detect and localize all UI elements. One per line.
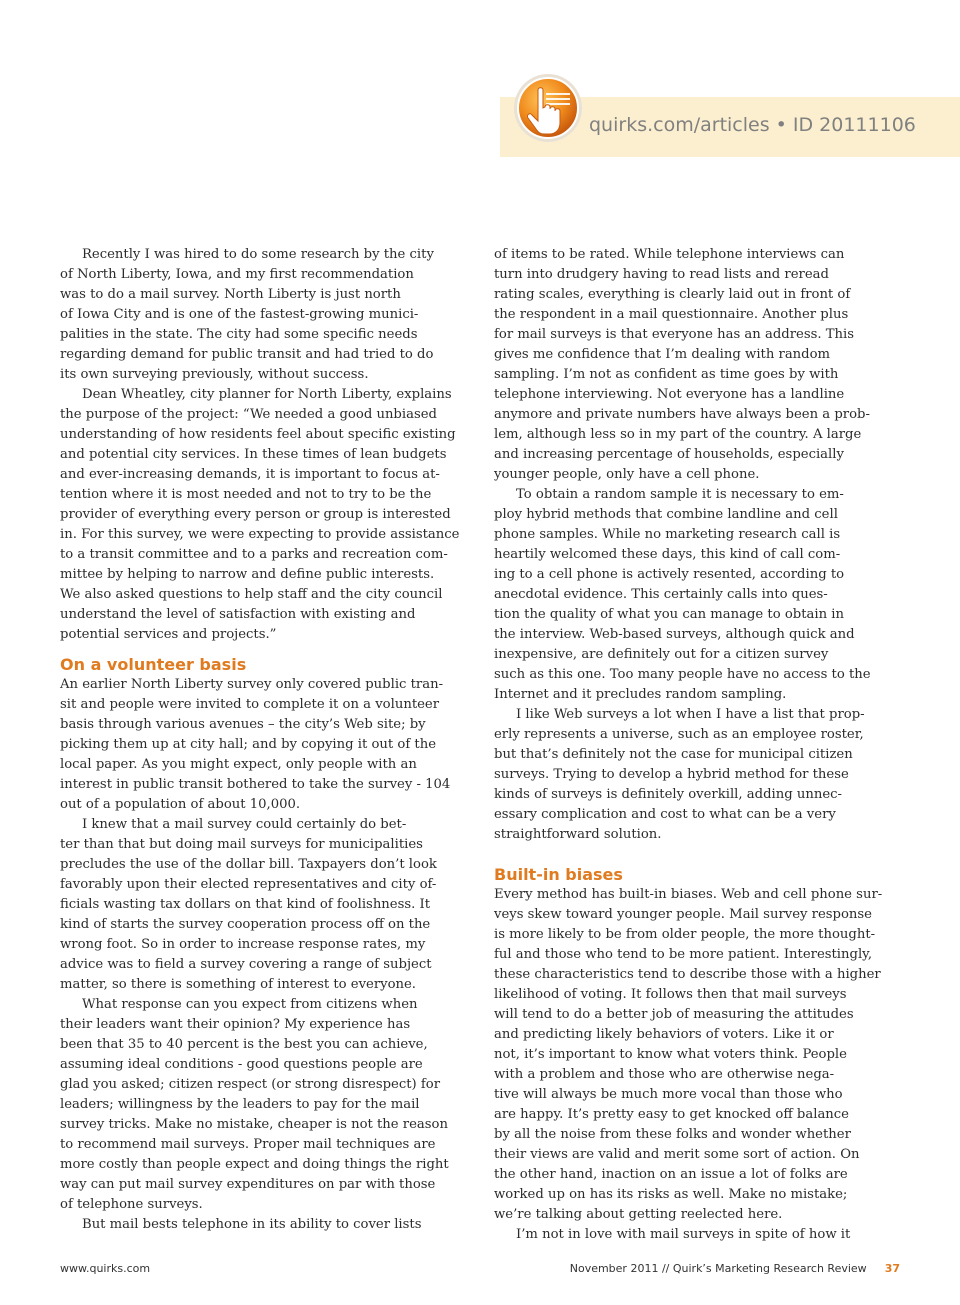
section-heading-volunteer: On a volunteer basis (60, 655, 247, 674)
paragraph: What response can you expect from citizens when their leaders want their opinion? My experience has been that 35 to 40 percent is the best you can achieve, assuming ideal conditions - good questions people are glad you asked; citizen respect (or strong disrespect) for leaders; willingness by the leaders to pay for the mail survey tricks. Make no mistake, cheaper is not the reason to recommend mail surveys. Proper mail techniques are more costly than people expect and doing things the right way can put mail survey expenditures on par with those of telephone surveys. (60, 997, 449, 1212)
paragraph: I’m not in love with mail surveys in spite of how it (516, 1227, 851, 1242)
left-column (60, 245, 470, 1235)
paragraph: To obtain a random sample it is necessary to em- ploy hybrid methods that combine landline and cell phone samples. While no marketing research call is heartily welcomed these days, this kind of call com- ing to a cell phone is actively resented, according to anecdotal evidence. This certainly calls into ques- tion the quality of what you can manage to obtain in the interview. Web-based surveys, although quick and inexpensive, are definitely out for a citizen survey such as this one. Too many people have no access to the Internet and it precludes random sampling. (494, 487, 871, 702)
right-column (494, 245, 904, 1245)
page-number: 37 (884, 1262, 900, 1275)
paragraph: But mail bests telephone in its ability to cover lists (82, 1217, 422, 1232)
article-id-link[interactable]: quirks.com/articles • ID 20111106 (589, 114, 916, 136)
paragraph: I like Web surveys a lot when I have a list that prop- erly represents a universe, such as an employee roster, but that’s definitely not the case for municipal citizen surveys. Trying to develop a hybrid method for these kinds of surveys is definitely overkill, adding unnec- essary complication and cost to what can be a very straightforward solution. (494, 707, 865, 842)
footer-website[interactable]: www.quirks.com (60, 1262, 151, 1275)
paragraph: I knew that a mail survey could certainly do bet- ter than that but doing mail surveys for municipalities precludes the use of the dollar bill. Taxpayers don’t look favorably upon their elected representatives and city of- ficials wasting tax dollars on that kind of foolishness. It kind of starts the survey cooperation process off on the wrong foot. So in order to increase response rates, my advice was to field a survey covering a range of subject matter, so there is something of interest to everyone. (60, 817, 437, 992)
section-heading-biases: Built-in biases (494, 865, 623, 884)
paragraph: Dean Wheatley, city planner for North Liberty, explains the purpose of the project: “We needed a good unbiased understanding of how residents feel about specific existing and potential city services. In these times of lean budgets and ever-increasing demands, it is important to focus at- tention where it is most needed and not to try to be the provider of everything every person or group is interested in. For this survey, we were expecting to provide assistance to a transit committee and to a parks and recreation com- mittee by helping to narrow and define public interests. We also asked questions to help staff and the city council understand the level of satisfaction with existing and potential services and projects.” (60, 387, 460, 642)
paragraph: An earlier North Liberty survey only covered public tran- sit and people were invited to complete it on a volunteer basis through various avenues – the city’s Web site; by picking them up at city hall; and by copying it out of the local paper. As you might expect, only people with an interest in public transit bothered to take the survey - 104 out of a population of about 10,000. (60, 677, 451, 812)
footer-issue (570, 1262, 900, 1275)
footer-issue-text: November 2011 // Quirk’s Marketing Research Review (569, 1262, 867, 1275)
hand-pointer-icon (512, 72, 584, 144)
paragraph: Every method has built-in biases. Web and cell phone sur- veys skew toward younger people. Mail survey response is more likely to be from older people, the more thought- ful and those who tend to be more patient. Interestingly, these characteristics tend to describe those with a higher likelihood of voting. It follows then that mail surveys will tend to do a better job of measuring the attitudes and predicting likely behaviors of voters. Like it or not, it’s important to know what voters think. People with a problem and those who are otherwise nega- tive will always be much more vocal than those who are happy. It’s pretty easy to get knocked off balance by all the noise from these folks and wonder whether their views are valid and merit some sort of action. On the other hand, inaction on an issue a lot of folks are worked up on has its risks as well. Make no mistake; we’re talking about getting reelected here. (494, 887, 883, 1222)
paragraph: Recently I was hired to do some research by the city of North Liberty, Iowa, and my first recommendation was to do a mail survey. North Liberty is just north of Iowa City and is one of the fastest-growing munici- palities in the state. The city had some specific needs regarding demand for public transit and had tried to do its own surveying previously, without success. (60, 247, 434, 382)
paragraph: of items to be rated. While telephone interviews can turn into drudgery having to read lists and reread rating scales, everything is clearly laid out in front of the respondent in a mail questionnaire. Another plus for mail surveys is that everyone has an address. This gives me confidence that I’m dealing with random sampling. I’m not as confident as time goes by with telephone interviewing. Not everyone has a landline anymore and private numbers have always been a prob- lem, although less so in my part of the country. A large and increasing percentage of households, especially younger people, only have a cell phone. (494, 247, 870, 482)
